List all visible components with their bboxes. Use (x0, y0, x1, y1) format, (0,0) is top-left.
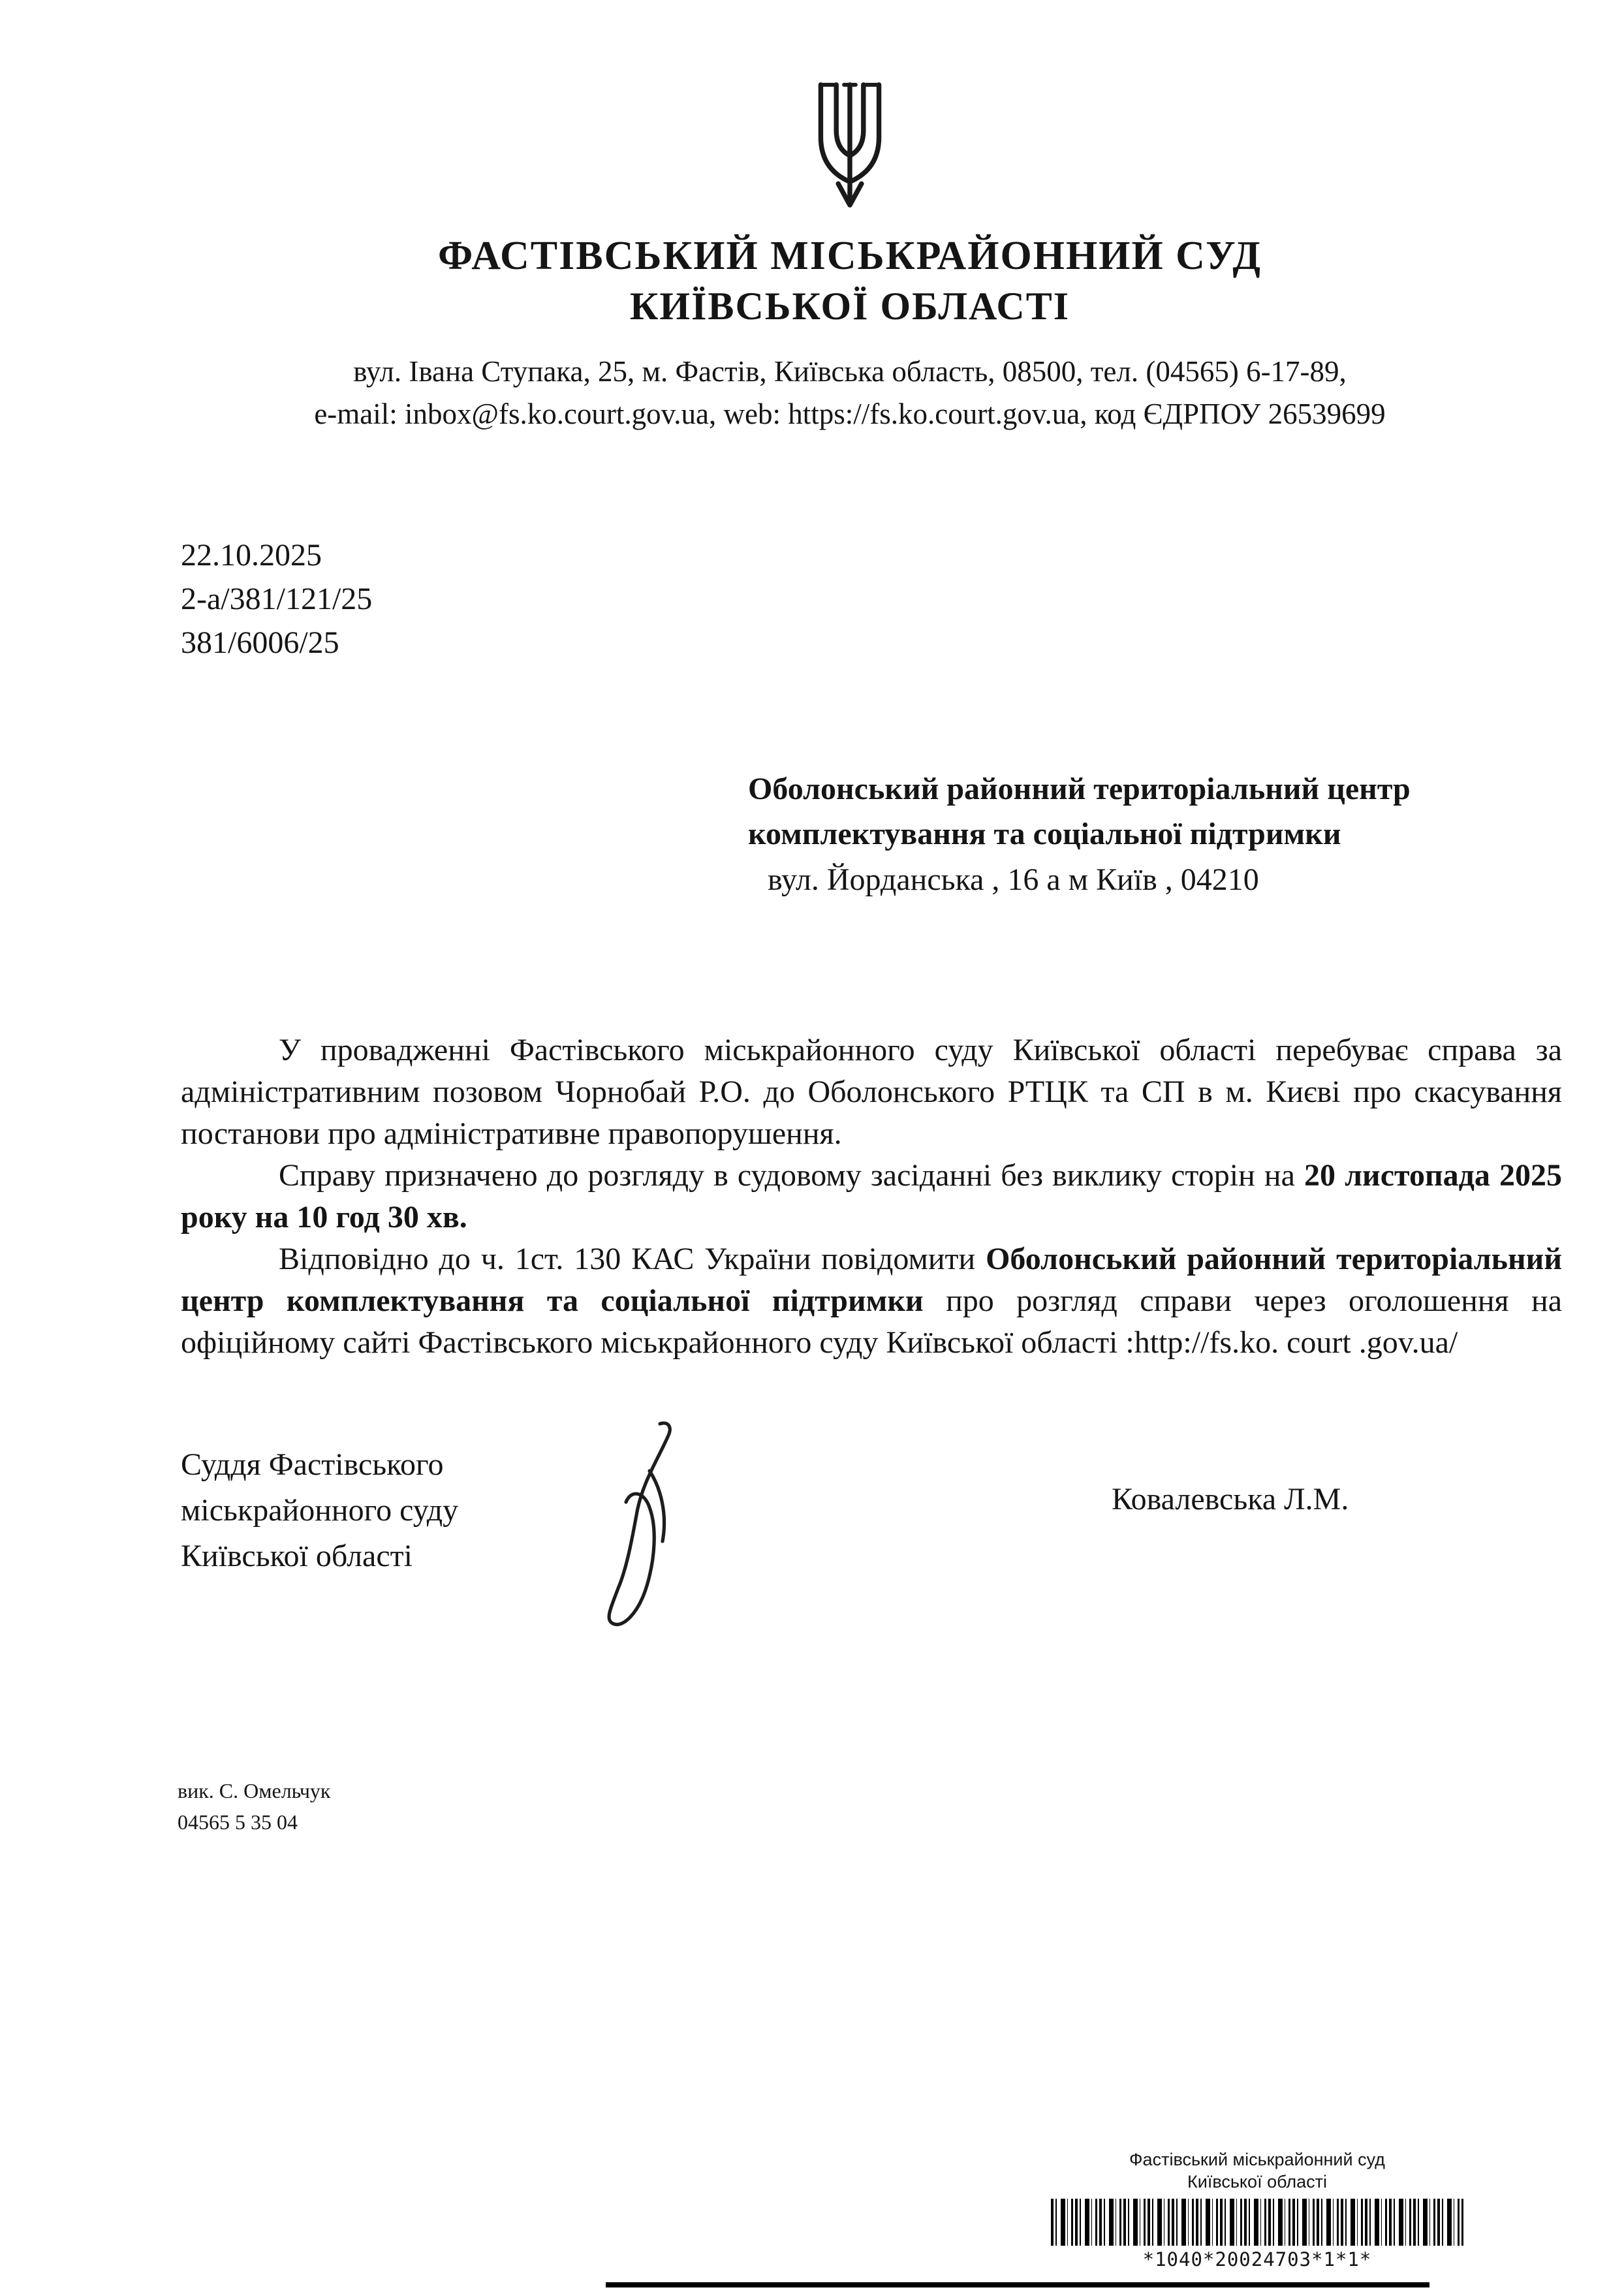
barcode-court-line1: Фастівський міськрайонний суд (1129, 2150, 1385, 2169)
addressee-name-line1: Оболонський районний територіальний центр (748, 771, 1411, 806)
barcode-number: *1040*20024703*1*1* (1142, 2248, 1372, 2270)
judge-title-line3: Київської області (181, 1538, 413, 1573)
case-number: 2-а/381/121/25 (181, 582, 373, 617)
court-address-line1: вул. Івана Ступака, 25, м. Фастів, Київська область, 08500, тел. (04565) 6-17-89, (353, 354, 1347, 388)
judge-title-line1: Суддя Фастівського (181, 1447, 444, 1483)
court-contact-info (38, 351, 1624, 436)
judge-title-line2: міськрайонного суду (181, 1492, 459, 1528)
judge-title (181, 1442, 546, 1579)
document-number: 381/6006/25 (181, 625, 339, 661)
court-name-line2: КИЇВСЬКОЇ ОБЛАСТІ (629, 284, 1070, 328)
notification-addressee-bold: Оболонський районний територіальний центр комплектування та соціальної підтримки (181, 1242, 1562, 1319)
executor-block (178, 1775, 1624, 1838)
ukraine-trident-emblem (801, 77, 899, 213)
hearing-text-normal: Справу призначено до розгляду в судовому засіданні без виклику сторін на (279, 1158, 1304, 1193)
letterhead (38, 0, 1624, 435)
barcode (1051, 2199, 1463, 2246)
signature-section (181, 1442, 1624, 1664)
executor-phone: 04565 5 35 04 (178, 1810, 298, 1834)
notification-text-1: Відповідно до ч. 1ст. 130 КАС України повідомити (279, 1242, 986, 1277)
court-name-line1: ФАСТІВСЬКИЙ МІСЬКРАЙОННИЙ СУД (437, 234, 1262, 278)
executor-name: вик. С. Омельчук (178, 1779, 331, 1803)
barcode-court-line2: Київської області (1187, 2171, 1327, 2192)
document-date: 22.10.2025 (181, 538, 322, 573)
reference-block (181, 533, 1624, 665)
paragraph-notification (181, 1238, 1562, 1364)
addressee-block (748, 766, 1546, 903)
judge-name: Ковалевська Л.М. (1112, 1482, 1349, 1517)
handwritten-signature (592, 1416, 703, 1631)
paragraph-case-info-text: У провадженні Фастівського міськрайонного суду Київської області перебуває справа за адміністративним позовом Чорнобай Р.О. до Оболонського РТЦК та СП в м. Києві про скасування постанови про адміністративне правопорушення. (181, 1033, 1562, 1152)
paragraph-hearing-date (181, 1155, 1562, 1238)
scan-artifact-line (606, 2282, 1429, 2287)
court-address-line2: e-mail: inbox@fs.ko.court.gov.ua, web: https://fs.ko.court.gov.ua, код ЄДРПОУ 26539699 (314, 397, 1386, 430)
notification-text-2: про розгляд справи через оголошення на офіційному сайті Фастівського міськрайонного суду Київської області :http://fs.ko. court .gov.ua/ (181, 1283, 1562, 1360)
hearing-date-bold: 20 листопада 2025 року на 10 год 30 хв. (181, 1158, 1562, 1235)
barcode-block (1042, 2149, 1473, 2270)
addressee-address: вул. Йорданська , 16 а м Київ , 04210 (768, 862, 1259, 897)
letter-body (181, 1029, 1562, 1364)
paragraph-case-info (181, 1029, 1562, 1155)
addressee-name-line2: комплектування та соціальної підтримки (748, 817, 1341, 852)
